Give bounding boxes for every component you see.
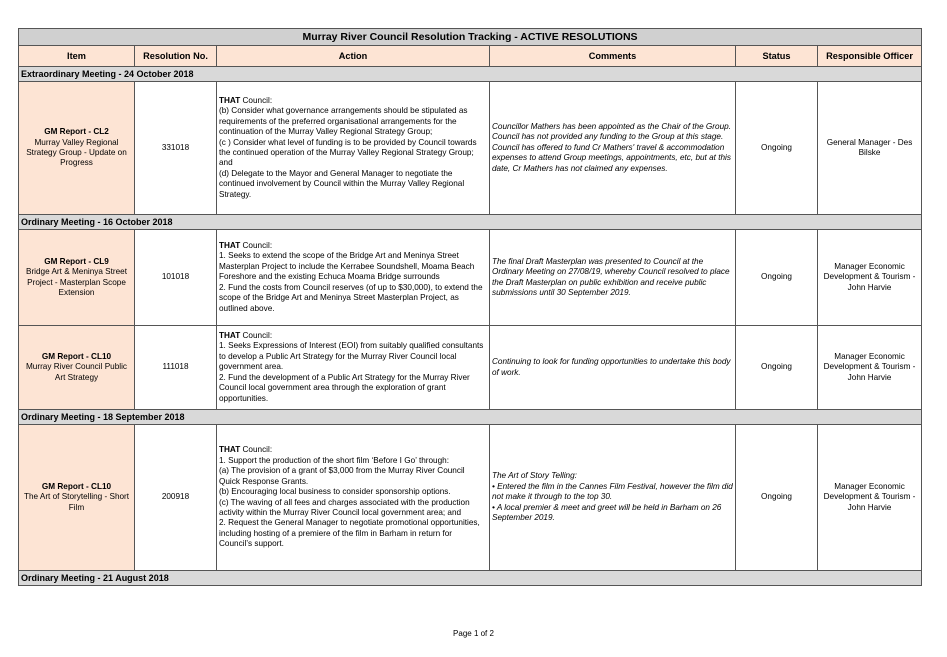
item-description: Murray River Council Public Art Strategy [25,362,127,382]
action-lead-rest: Council: [240,241,273,251]
comment-cell [490,82,736,215]
action-line: (a) The provision of a grant of $3,000 from the Murray River Council Quick Response Grants. [219,466,465,486]
action-line: (c) The waving of all fees and charges associated with the production activity within the Murray River Council local government area; and [219,497,470,517]
action-line: (d) Delegate to the Mayor and General Manager to negotiate the continued involvement by Council within the Murray Valley Regional Strategy. [219,168,465,199]
action-lead: THAT [219,241,241,251]
table-title: Murray River Council Resolution Tracking - ACTIVE RESOLUTIONS [19,29,922,46]
section-heading: Extraordinary Meeting - 24 October 2018 [19,67,922,82]
action-line: (b) Consider what governance arrangements should be stipulated as requirements of the preferred organisational arrangements for the continuation of the Murray Valley Regional Strategy Group; [219,106,468,137]
col-header-officer: Responsible Officer [818,46,922,67]
section-heading: Ordinary Meeting - 16 October 2018 [19,215,922,230]
section-heading: Ordinary Meeting - 21 August 2018 [19,571,922,586]
action-lead: THAT [219,331,241,341]
action-line: 2. Fund the costs from Council reserves (of up to $30,000), to extend the scope of the Bridge Art and Meninya Street Masterplan Project, as outlined above. [219,282,483,313]
status-cell: Ongoing [736,425,818,571]
officer-cell: Manager Economic Development & Tourism - John Harvie [818,425,922,571]
action-lead: THAT [219,445,241,455]
header-row [19,46,922,67]
comment-line: The final Draft Masterplan was presented to Council at the Ordinary Meeting on 27/08/19, whereby Council resolved to place the Draft Masterplan on public exhibition and receive public submissions until 30 September 2019. [492,256,730,297]
table-row [19,425,922,571]
comment-line: Continuing to look for funding opportunities to undertake this body of work. [492,357,731,377]
title-row [19,29,922,46]
section-heading: Ordinary Meeting - 18 September 2018 [19,410,922,425]
comment-line: • Entered the film in the Cannes Film Festival, however the film did not make it through to the top 30. [492,481,733,502]
item-cell [19,425,135,571]
action-line: 1. Seeks to extend the scope of the Bridge Art and Meninya Street Masterplan Project to include the Kerrabee Soundshell, Moama Beach Foreshore and the existing Echuca Moama Bridge surrounds [219,251,475,282]
status-cell: Ongoing [736,326,818,410]
status-cell: Ongoing [736,230,818,326]
item-title: GM Report - CL2 [44,127,109,137]
col-header-resolution: Resolution No. [135,46,217,67]
resolution-number: 101018 [135,230,217,326]
action-lead-rest: Council: [240,445,273,455]
section-heading-row [19,67,922,82]
comment-line: Council has not provided any funding to the Group at this stage. [492,132,724,142]
item-title: GM Report - CL9 [44,256,109,266]
officer-cell: General Manager - Des Bilske [818,82,922,215]
section-heading-row [19,215,922,230]
col-header-comments: Comments [490,46,736,67]
action-line: 2. Request the General Manager to negotiate promotional opportunities, including hosting of a premiere of the film in Barham in return for Council’s support. [219,518,480,549]
page-number: Page 1 of 2 [453,629,494,638]
table-row [19,230,922,326]
resolution-table [18,28,922,586]
col-header-action: Action [217,46,490,67]
action-cell [217,230,490,326]
action-lead-rest: Council: [240,95,273,105]
section-heading-row [19,571,922,586]
action-lead: THAT [219,95,241,105]
table-row [19,326,922,410]
comment-line: • A local premier & meet and greet will be held in Barham on 26 September 2019. [492,502,722,523]
action-line: (b) Encouraging local business to consider sponsorship options. [219,487,451,497]
item-description: The Art of Storytelling - Short Film [23,492,130,512]
col-header-item: Item [19,46,135,67]
item-title: GM Report - CL10 [41,481,112,491]
comment-line: The Art of Story Telling: [492,471,577,481]
item-cell [19,230,135,326]
action-cell [217,326,490,410]
item-description: Murray Valley Regional Strategy Group - Update on Progress [26,137,127,168]
table-row [19,82,922,215]
item-title: GM Report - CL10 [41,351,112,361]
officer-cell: Manager Economic Development & Tourism - John Harvie [818,326,922,410]
status-cell: Ongoing [736,82,818,215]
col-header-status: Status [736,46,818,67]
resolution-number: 331018 [135,82,217,215]
section-heading-row [19,410,922,425]
comment-line: Council has offered to fund Cr Mathers' travel & accommodation expenses to attend Group meetings, appointments, etc, but at this date, Cr Mathers has not claimed any expenses. [492,142,731,173]
comment-cell [490,230,736,326]
action-line: 1. Seeks Expressions of Interest (EOI) from suitably qualified consultants to develop a Public Art Strategy for the Murray River Council local government area. [219,341,484,372]
comment-cell [490,326,736,410]
action-cell [217,425,490,571]
item-cell [19,326,135,410]
item-cell [19,82,135,215]
action-line: 2. Fund the development of a Public Art Strategy for the Murray River Council local government area through the exploration of grant opportunities. [219,372,470,403]
action-line: (c ) Consider what level of funding is to be provided by Council towards the continued operation of the Murray Valley Regional Strategy Group; and [219,137,477,168]
officer-cell: Manager Economic Development & Tourism - John Harvie [818,230,922,326]
comment-line: Councillor Mathers has been appointed as the Chair of the Group. [492,121,731,131]
action-line: 1. Support the production of the short film ‘Before I Go’ through: [219,455,449,465]
resolution-number: 200918 [135,425,217,571]
item-description: Bridge Art & Meninya Street Project - Masterplan Scope Extension [25,267,128,297]
action-lead-rest: Council: [240,331,273,341]
comment-cell [490,425,736,571]
action-cell [217,82,490,215]
resolution-number: 111018 [135,326,217,410]
